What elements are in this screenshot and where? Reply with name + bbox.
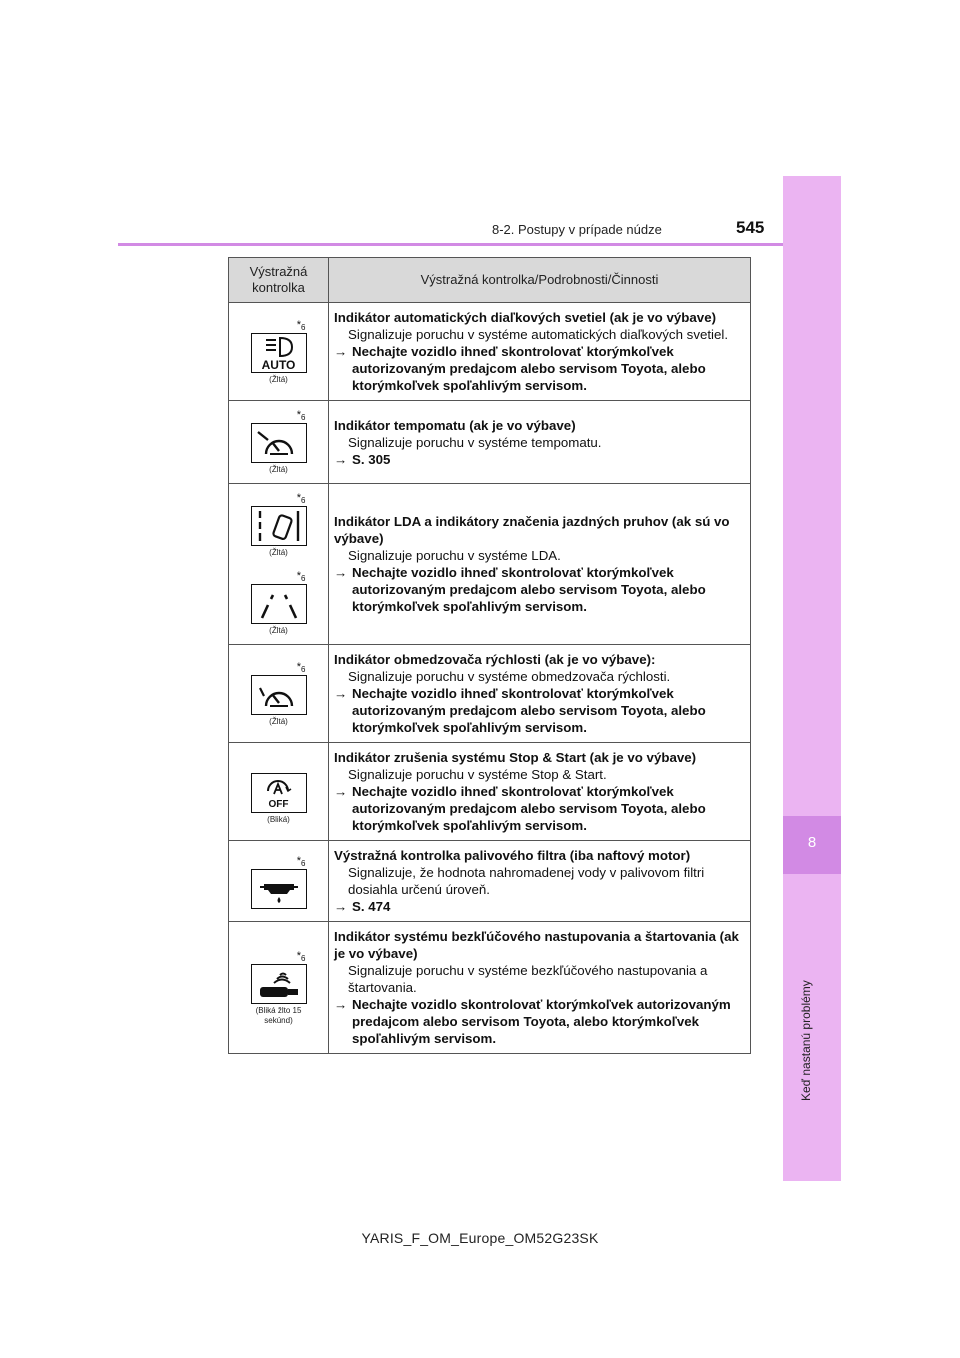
arrow-right-icon: → — [334, 344, 348, 359]
indicator-title: Indikátor zrušenia systému Stop & Start (ak je vo výbave) — [334, 750, 697, 765]
footnote-marker — [250, 948, 308, 964]
action-instruction — [334, 996, 746, 1047]
footnote-marker — [250, 490, 308, 506]
warning-light-cell — [229, 743, 329, 841]
arrow-right-icon: → — [334, 565, 348, 580]
icon-text: OFF — [268, 798, 289, 810]
arrow-right-icon: → — [334, 451, 348, 467]
details-cell — [329, 484, 751, 645]
warning-light — [250, 568, 308, 636]
warning-light-cell — [229, 922, 329, 1054]
table-row — [229, 922, 751, 1054]
action-text: S. 474 — [352, 899, 391, 914]
footnote-asterisk: * — [296, 492, 302, 504]
details-cell — [329, 401, 751, 484]
smart-key-icon — [251, 964, 307, 1004]
arrow-right-icon: → — [334, 784, 348, 799]
footnote-marker — [250, 317, 308, 333]
action-text: S. 305 — [352, 451, 391, 467]
document-id: YARIS_F_OM_Europe_OM52G23SK — [361, 1230, 599, 1246]
action-text: Nechajte vozidlo ihneď skontrolovať ktorýmkoľvek autorizovaným predajcom alebo servisom Toyota, alebo ktorýmkoľvek spoľahlivým servisom. — [352, 784, 706, 833]
warning-light-cell — [229, 484, 329, 645]
action-instruction — [334, 343, 746, 394]
details-cell — [329, 645, 751, 743]
footnote-marker — [250, 407, 308, 423]
footnote-number: 6 — [301, 664, 306, 674]
action-text: Nechajte vozidlo ihneď skontrolovať ktorýmkoľvek autorizovaným predajcom alebo servisom Toyota, alebo ktorýmkoľvek spoľahlivým servisom. — [352, 565, 706, 614]
warning-light — [250, 948, 308, 1026]
table-row — [229, 743, 751, 841]
indicator-title: Indikátor LDA a indikátory značenia jazdných pruhov (ak sú vo výbave) — [334, 514, 730, 546]
column-header-light: Výstražná kontrolka — [229, 258, 329, 303]
warning-light — [250, 757, 308, 825]
chapter-number: 8 — [807, 834, 817, 851]
chapter-title: Keď nastanú problémy — [799, 980, 813, 1101]
indicator-description: Signalizuje poruchu v systéme Stop & Start. — [348, 767, 607, 782]
indicator-title: Indikátor automatických diaľkových svetiel (ak je vo výbave) — [334, 310, 717, 325]
fuel-filter-icon — [251, 869, 307, 909]
table-header-row — [229, 258, 751, 303]
table-row — [229, 303, 751, 401]
indicator-description: Signalizuje poruchu v systéme bezkľúčového nastupovania a štartovania. — [348, 963, 708, 995]
indicator-description: Signalizuje poruchu v systéme automatických diaľkových svetiel. — [348, 327, 729, 342]
lda-icon — [251, 506, 307, 546]
indicator-title: Výstražná kontrolka palivového filtra (iba naftový motor) — [334, 848, 691, 863]
table-body — [229, 303, 751, 1054]
footnote-asterisk: * — [296, 409, 302, 421]
warning-light-cell — [229, 645, 329, 743]
action-instruction — [334, 685, 746, 736]
warning-light-cell — [229, 401, 329, 484]
lane-markings-icon — [251, 584, 307, 624]
warning-light — [250, 407, 308, 475]
arrow-right-icon: → — [334, 997, 348, 1012]
light-color-caption: (Bliká) — [267, 814, 290, 824]
stop-start-off-icon — [251, 773, 307, 813]
warning-light — [250, 659, 308, 727]
table-row — [229, 841, 751, 922]
action-instruction — [334, 898, 746, 915]
table-row — [229, 401, 751, 484]
footnote-marker — [250, 659, 308, 675]
action-instruction — [334, 564, 746, 615]
warning-lights-table — [228, 257, 751, 1054]
light-color-caption: (Žltá) — [269, 465, 288, 474]
footnote-number: 6 — [301, 953, 306, 963]
page-number: 545 — [736, 218, 765, 237]
footnote-number: 6 — [301, 496, 306, 505]
section-title: 8-2. Postupy v prípade núdze — [492, 222, 662, 237]
indicator-description: Signalizuje poruchu v systéme obmedzovača rýchlosti. — [348, 669, 671, 684]
header-rule — [118, 243, 783, 246]
indicator-description: Signalizuje poruchu v systéme LDA. — [348, 548, 561, 563]
footnote-marker — [250, 568, 308, 584]
indicator-title: Indikátor tempomatu (ak je vo výbave) — [334, 417, 576, 433]
action-text: Nechajte vozidlo ihneď skontrolovať ktorýmkoľvek autorizovaným predajcom alebo servisom Toyota, alebo ktorýmkoľvek spoľahlivým servisom. — [352, 344, 706, 393]
details-cell — [329, 743, 751, 841]
footnote-marker — [250, 757, 308, 773]
auto-label: AUTO — [261, 357, 296, 372]
footnote-number: 6 — [301, 322, 306, 332]
footnote-asterisk: * — [296, 318, 302, 331]
light-color-caption: (Žltá) — [269, 374, 288, 384]
indicator-description: Signalizuje, že hodnota nahromadenej vody v palivovom filtri dosiahla určenú úroveň. — [348, 865, 705, 897]
footnote-number: 6 — [301, 413, 306, 422]
action-text: Nechajte vozidlo ihneď skontrolovať ktorýmkoľvek autorizovaným predajcom alebo servisom Toyota, alebo ktorýmkoľvek spoľahlivým servisom. — [352, 686, 706, 735]
indicator-title: Indikátor obmedzovača rýchlosti (ak je vo výbave): — [334, 652, 656, 667]
warning-light-cell — [229, 841, 329, 922]
light-color-caption: (Žltá) — [269, 548, 288, 557]
chapter-side-tab[interactable] — [783, 176, 841, 1181]
footnote-asterisk: * — [296, 660, 302, 673]
cruise-control-icon — [251, 423, 307, 463]
footnote-marker — [250, 853, 308, 869]
light-color-caption: (Žltá) — [269, 626, 288, 635]
footnote-asterisk: * — [296, 570, 302, 582]
arrow-right-icon: → — [334, 686, 348, 701]
action-instruction — [334, 451, 746, 468]
indicator-title: Indikátor systému bezkľúčového nastupovania a štartovania (ak je vo výbave) — [334, 929, 739, 961]
table-row — [229, 645, 751, 743]
details-cell — [329, 841, 751, 922]
table-row — [229, 484, 751, 645]
footnote-asterisk: * — [296, 949, 302, 962]
icon-gap — [229, 560, 328, 568]
auto-high-beam-icon — [251, 333, 307, 373]
light-color-caption: (Žltá) — [269, 716, 288, 726]
warning-light — [250, 317, 308, 385]
details-cell — [329, 303, 751, 401]
indicator-description: Signalizuje poruchu v systéme tempomatu. — [348, 434, 602, 450]
details-cell — [329, 922, 751, 1054]
column-header-details: Výstražná kontrolka/Podrobnosti/Činnosti — [329, 258, 751, 303]
footnote-number: 6 — [301, 859, 306, 868]
warning-light — [250, 490, 308, 558]
footnote-asterisk: * — [296, 855, 302, 867]
speed-limiter-icon — [251, 675, 307, 715]
arrow-right-icon: → — [334, 899, 348, 914]
warning-light-cell — [229, 303, 329, 401]
action-text: Nechajte vozidlo skontrolovať ktorýmkoľvek autorizovaným predajcom alebo servisom Toyota, alebo ktorýmkoľvek spoľahlivým servisom. — [352, 997, 731, 1046]
footnote-number: 6 — [301, 574, 306, 583]
light-color-caption: (Bliká žlto 15 sekúnd) — [255, 1005, 302, 1025]
action-instruction — [334, 783, 746, 834]
warning-light — [250, 853, 308, 911]
